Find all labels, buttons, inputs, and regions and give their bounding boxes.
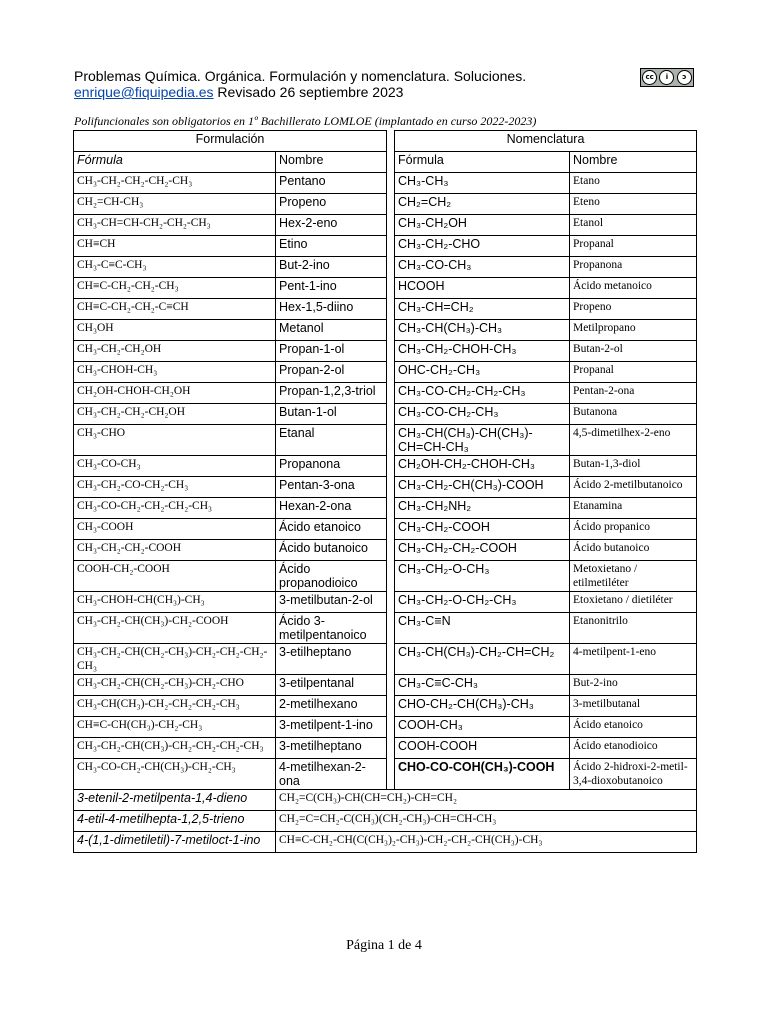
formula-cell: CH₃-CH₂OH — [395, 215, 570, 236]
formula-cell: CH₃-CH₂-CHOH-CH₃ — [395, 341, 570, 362]
name-cell: Ácido 2-metilbutanoico — [570, 477, 697, 498]
formula-cell: CH₃-CH₂-CH(CH₃)-COOH — [395, 477, 570, 498]
author-email-link[interactable]: enrique@fiquipedia.es — [74, 84, 214, 100]
name-cell: 4-(1,1-dimetiletil)-7-metiloct-1-ino — [74, 832, 276, 853]
formula-cell: CH₃-CO-CH₃ — [74, 456, 276, 477]
name-cell: 4-metilhexan-2-ona — [276, 759, 387, 790]
formula-cell: COOH-COOH — [395, 738, 570, 759]
table-row — [74, 717, 697, 738]
name-cell: Propan-1,2,3-triol — [276, 383, 387, 404]
formula-cell: CH₂OH-CHOH-CH₂OH — [74, 383, 276, 404]
revision-date: Revisado 26 septiembre 2023 — [213, 84, 404, 100]
table-row — [74, 613, 697, 644]
table-row — [74, 299, 697, 320]
table-row — [74, 362, 697, 383]
formula-cell: CH≡C-CH₂-CH₂-CH₃ — [74, 278, 276, 299]
name-cell: Propeno — [276, 194, 387, 215]
name-cell: Metilpropano — [570, 320, 697, 341]
table-row — [74, 236, 697, 257]
name-cell: 3-metilbutanal — [570, 696, 697, 717]
name-cell: Propan-2-ol — [276, 362, 387, 383]
formula-cell: CH₂=CH-CH₃ — [74, 194, 276, 215]
formula-cell: CH₃-CH₂-CH₂-COOH — [74, 540, 276, 561]
table-row — [74, 540, 697, 561]
formula-cell: CH₃-C≡N — [395, 613, 570, 644]
exercise-table — [73, 130, 696, 853]
name-cell: Ácido propanico — [570, 519, 697, 540]
formula-cell: CH₃-CH₂-COOH — [395, 519, 570, 540]
formula-cell: CH₃-CO-CH₂-CH(CH₃)-CH₂-CH₃ — [74, 759, 276, 790]
formula-cell: COOH-CH₂-COOH — [74, 561, 276, 592]
name-cell: Propanal — [570, 362, 697, 383]
formula-cell: CH₃-CH₂-CHO — [395, 236, 570, 257]
name-cell: Ácido propanodioico — [276, 561, 387, 592]
name-cell: But-2-ino — [570, 675, 697, 696]
table-row — [74, 696, 697, 717]
name-cell: Hex-1,5-diino — [276, 299, 387, 320]
name-cell: Etanol — [570, 215, 697, 236]
name-cell: Etanamina — [570, 498, 697, 519]
name-cell: Ácido butanoico — [570, 540, 697, 561]
formula-cell: CH₃-COOH — [74, 519, 276, 540]
formula-cell: CH₃-CH₂-CH₂-CH₂OH — [74, 404, 276, 425]
column-header-formula: Fórmula — [74, 152, 276, 173]
name-cell: Propanona — [570, 257, 697, 278]
formula-cell: COOH-CH₃ — [395, 717, 570, 738]
table-row — [74, 592, 697, 613]
formula-cell: OHC-CH₂-CH₃ — [395, 362, 570, 383]
document-header — [74, 68, 526, 100]
name-cell: 3-metilheptano — [276, 738, 387, 759]
formula-cell: CH₃-CO-CH₂-CH₂-CH₂-CH₃ — [74, 498, 276, 519]
table-row — [74, 341, 697, 362]
table-row — [74, 320, 697, 341]
formula-cell: CH₃-CH₂-CH(CH₃)-CH₂-CH₂-CH₂-CH₃ — [74, 738, 276, 759]
formula-cell: CH₃-CH₂-CH₂OH — [74, 341, 276, 362]
formula-cell: CH₂OH-CH₂-CHOH-CH₃ — [395, 456, 570, 477]
name-cell: Pent-1-ino — [276, 278, 387, 299]
document-title: Problemas Química. Orgánica. Formulación y nomenclatura. Soluciones. — [74, 68, 527, 84]
table-row — [74, 498, 697, 519]
name-cell: Etanonitrilo — [570, 613, 697, 644]
name-cell: 3-etilpentanal — [276, 675, 387, 696]
name-cell: Ácido butanoico — [276, 540, 387, 561]
table-row — [74, 173, 697, 194]
formula-cell: CH₃-CH₂-CO-CH₂-CH₃ — [74, 477, 276, 498]
table-row — [74, 519, 697, 540]
name-cell: Etoxietano / dietiléter — [570, 592, 697, 613]
name-cell: Hexan-2-ona — [276, 498, 387, 519]
table-row — [74, 675, 697, 696]
name-cell: 3-metilpent-1-ino — [276, 717, 387, 738]
formula-cell: CH₃-CH₂NH₂ — [395, 498, 570, 519]
table-row — [74, 383, 697, 404]
formula-cell: CHO-CO-COH(CH₃)-COOH — [395, 759, 570, 790]
name-cell: Ácido metanoico — [570, 278, 697, 299]
formula-cell: CH₃-CH(CH₃)-CH₃ — [395, 320, 570, 341]
formula-cell: CH≡C-CH(CH₃)-CH₂-CH₃ — [74, 717, 276, 738]
table-row — [74, 257, 697, 278]
name-cell: Propan-1-ol — [276, 341, 387, 362]
name-cell: Pentan-3-ona — [276, 477, 387, 498]
table-row — [74, 278, 697, 299]
name-cell: Etanal — [276, 425, 387, 456]
formula-cell: HCOOH — [395, 278, 570, 299]
name-cell: Ácido 3-metilpentanoico — [276, 613, 387, 644]
formula-cell: CH₃-CH₃ — [395, 173, 570, 194]
name-cell: Metanol — [276, 320, 387, 341]
formula-cell: CH₃-CH₂-CH₂-CH₂-CH₃ — [74, 173, 276, 194]
table-row — [74, 738, 697, 759]
table-row — [74, 811, 697, 832]
name-cell: 3-etilheptano — [276, 644, 387, 675]
column-header-formula: Fórmula — [395, 152, 570, 173]
formula-cell: CH₃-CH₂-CH(CH₂-CH₃)-CH₂-CHO — [74, 675, 276, 696]
name-cell: Ácido 2-hidroxi-2-metil-3,4-dioxobutanoico — [570, 759, 697, 790]
formula-cell: CH₃-CH₂-O-CH₂-CH₃ — [395, 592, 570, 613]
page-number: Página 1 de 4 — [346, 938, 422, 953]
author-line — [74, 84, 526, 100]
formula-cell: CH₃-CH=CH-CH₂-CH₂-CH₃ — [74, 215, 276, 236]
table-row — [74, 561, 697, 592]
name-cell: Propanal — [570, 236, 697, 257]
formula-cell: CH₃-CH(CH₃)-CH₂-CH₂-CH₂-CH₃ — [74, 696, 276, 717]
formula-cell: CH₃-CHOH-CH₃ — [74, 362, 276, 383]
name-cell: Ácido etanodioico — [570, 738, 697, 759]
formula-cell: CH≡C-CH₂-CH₂-C≡CH — [74, 299, 276, 320]
formula-cell: CH₂=C=CH₂-C(CH₃)(CH₂-CH₃)-CH=CH-CH₃ — [276, 811, 697, 832]
column-header-nombre: Nombre — [276, 152, 387, 173]
name-cell: Butan-1-ol — [276, 404, 387, 425]
name-cell: Etino — [276, 236, 387, 257]
table-row — [74, 456, 697, 477]
formula-cell: CH₂=CH₂ — [395, 194, 570, 215]
cc-by-sa-icon: cc i ↄ — [640, 68, 694, 87]
name-cell: Hex-2-eno — [276, 215, 387, 236]
formula-cell: CH₂=C(CH₃)-CH(CH=CH₂)-CH=CH₂ — [276, 790, 697, 811]
table-row — [74, 644, 697, 675]
formula-cell: CH₃-CH(CH₃)-CH₂-CH=CH₂ — [395, 644, 570, 675]
name-cell: Etano — [570, 173, 697, 194]
subtitle: Polifuncionales son obligatorios en 1º Bachillerato LOMLOE (implantado en curso 2022-2023) — [74, 114, 537, 128]
formula-cell: CH₃OH — [74, 320, 276, 341]
name-cell: Pentano — [276, 173, 387, 194]
name-cell: Butan-1,3-diol — [570, 456, 697, 477]
formula-cell: CH₃-C≡C-CH₃ — [74, 257, 276, 278]
table-row — [74, 425, 697, 456]
formula-cell: CH≡CH — [74, 236, 276, 257]
table-row — [74, 215, 697, 236]
table-row — [74, 832, 697, 853]
table-row — [74, 404, 697, 425]
name-cell: Butan-2-ol — [570, 341, 697, 362]
formula-cell: CH₃-CH₂-CH(CH₃)-CH₂-COOH — [74, 613, 276, 644]
name-cell: Propanona — [276, 456, 387, 477]
name-cell: 4-etil-4-metilhepta-1,2,5-trieno — [74, 811, 276, 832]
table-row — [74, 759, 697, 790]
formula-cell: CH₃-CH₂-CH(CH₂-CH₃)-CH₂-CH₂-CH₂-CH₃ — [74, 644, 276, 675]
formula-cell: CH₃-CH₂-CH₂-COOH — [395, 540, 570, 561]
table-row — [74, 477, 697, 498]
formula-cell: CH₃-CH=CH₂ — [395, 299, 570, 320]
section-nomenclatura: Nomenclatura — [395, 131, 697, 152]
formula-cell: CH₃-CH₂-O-CH₃ — [395, 561, 570, 592]
column-header-nombre: Nombre — [570, 152, 697, 173]
name-cell: But-2-ino — [276, 257, 387, 278]
formula-cell: CH≡C-CH₂-CH(C(CH₃)₂-CH₃)-CH₂-CH₂-CH(CH₃)-CH₃ — [276, 832, 697, 853]
formula-cell: CH₃-CHO — [74, 425, 276, 456]
formula-cell: CH₃-CO-CH₂-CH₂-CH₃ — [395, 383, 570, 404]
formula-cell: CHO-CH₂-CH(CH₃)-CH₃ — [395, 696, 570, 717]
name-cell: Eteno — [570, 194, 697, 215]
name-cell: 2-metilhexano — [276, 696, 387, 717]
section-formulacion: Formulación — [74, 131, 387, 152]
name-cell: Butanona — [570, 404, 697, 425]
table-row — [74, 194, 697, 215]
formula-cell: CH₃-CO-CH₃ — [395, 257, 570, 278]
formula-cell: CH₃-CH(CH₃)-CH(CH₃)-CH=CH-CH₃ — [395, 425, 570, 456]
table-row — [74, 790, 697, 811]
name-cell: Ácido etanoico — [276, 519, 387, 540]
formula-cell: CH₃-CHOH-CH(CH₃)-CH₃ — [74, 592, 276, 613]
name-cell: Propeno — [570, 299, 697, 320]
name-cell: Metoxietano / etilmetiléter — [570, 561, 697, 592]
name-cell: 4-metilpent-1-eno — [570, 644, 697, 675]
name-cell: 4,5-dimetilhex-2-eno — [570, 425, 697, 456]
formula-cell: CH₃-C≡C-CH₃ — [395, 675, 570, 696]
name-cell: 3-metilbutan-2-ol — [276, 592, 387, 613]
name-cell: Pentan-2-ona — [570, 383, 697, 404]
formula-cell: CH₃-CO-CH₂-CH₃ — [395, 404, 570, 425]
name-cell: Ácido etanoico — [570, 717, 697, 738]
name-cell: 3-etenil-2-metilpenta-1,4-dieno — [74, 790, 276, 811]
